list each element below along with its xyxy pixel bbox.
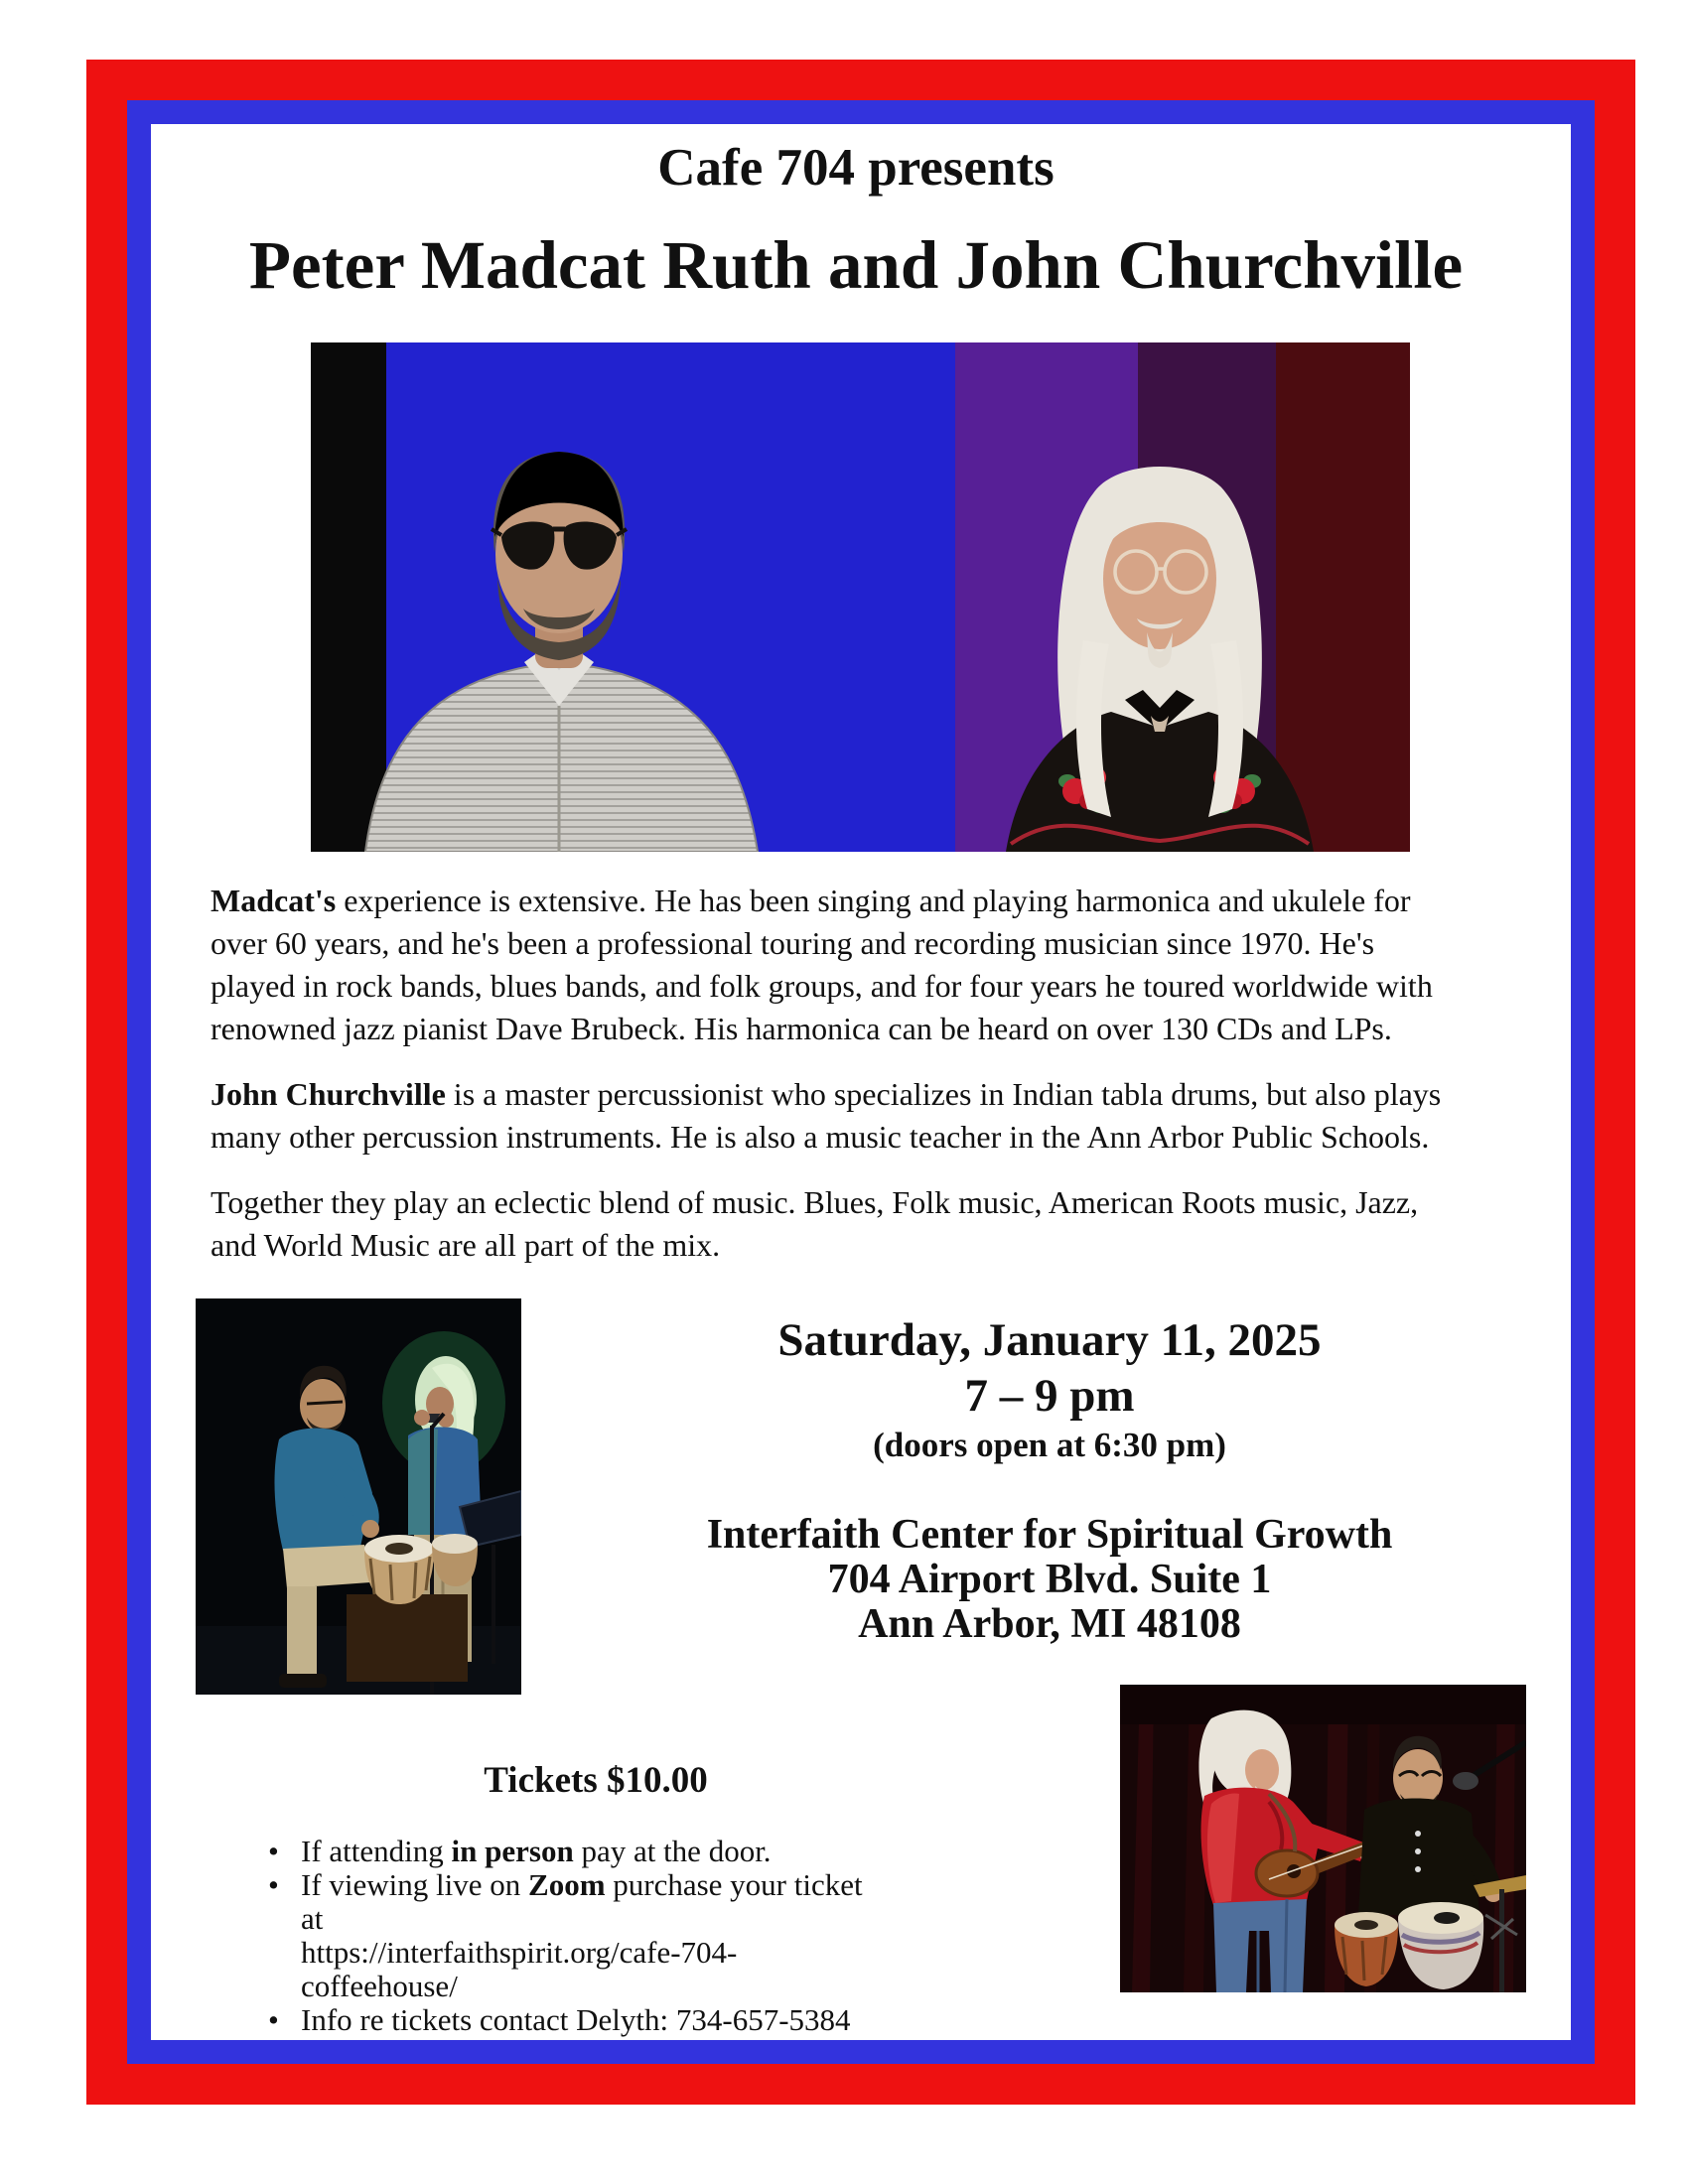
bullet-text-bold: Zoom [528, 1867, 606, 1902]
tickets-heading: Tickets $10.00 [484, 1760, 708, 1801]
madcat-bio-text: experience is extensive. He has been singing and playing harmonica and ukulele for over 60 years, and he's been a professional touring and recording musician since 1970. He's played in rock bands, blues bands, and folk groups, and for four years he toured worldwide with renowned jazz pianist Dave Brubeck. His harmonica can be heard on over 130 CDs and LPs. [211, 883, 1433, 1046]
john-name: John Churchville [211, 1076, 446, 1112]
venue-address-line1: 704 Airport Blvd. Suite 1 [827, 1557, 1272, 1602]
presenter-heading: Cafe 704 presents [657, 139, 1055, 197]
ticket-info-list [268, 1835, 884, 2037]
event-time: 7 – 9 pm [964, 1370, 1135, 1422]
venue-block [454, 1513, 1645, 1647]
john-bio [211, 1073, 1457, 1159]
list-item [268, 2003, 884, 2037]
bullet-text-post: purchase your ticket at [301, 1867, 863, 1936]
page-title: Peter Madcat Ruth and John Churchville [248, 227, 1464, 303]
bio-paragraphs [211, 880, 1457, 1267]
bullet-icon: • [268, 1834, 279, 1868]
bullet-text [301, 2003, 851, 2037]
venue-name: Interfaith Center for Spiritual Growth [706, 1512, 1393, 1558]
bullet-text [301, 1835, 772, 1868]
bullet-text-pre: If viewing live on [301, 1867, 529, 1902]
together-paragraph: Together they play an eclectic blend of music. Blues, Folk music, American Roots music, Jazz, and World Music are all part of the mix. [211, 1184, 1419, 1263]
event-details [454, 1312, 1645, 1647]
bullet-text-pre: Info re tickets contact Delyth: 734-657-5384 [301, 2002, 851, 2037]
duo-portrait-photo [311, 342, 1410, 852]
madcat-bio [211, 880, 1457, 1050]
bullet-text-bold: in person [451, 1834, 574, 1868]
list-item [268, 1835, 884, 1868]
doors-open-note: (doors open at 6:30 pm) [873, 1426, 1226, 1464]
list-item [268, 1868, 884, 1936]
bullet-text-post: pay at the door. [573, 1834, 772, 1868]
ticket-purchase-url: https://interfaithspirit.org/cafe-704-coffeehouse/ [301, 1935, 738, 2003]
madcat-name: Madcat's [211, 883, 337, 918]
concert-duo-photo [1120, 1685, 1526, 1992]
concert-duo-illustration [1120, 1685, 1526, 1992]
john-bio-text: is a master percussionist who specializes in Indian tabla drums, but also plays many other percussion instruments. He is also a music teacher in the Ann Arbor Public Schools. [211, 1076, 1442, 1155]
bullet-text-pre: If attending [301, 1834, 452, 1868]
bullet-icon: • [268, 1867, 279, 1902]
bullet-icon: • [268, 2002, 279, 2037]
venue-address-line2: Ann Arbor, MI 48108 [858, 1601, 1241, 1647]
event-date: Saturday, January 11, 2025 [777, 1314, 1322, 1366]
bullet-text [301, 1868, 884, 1936]
duo-portrait-illustration [311, 342, 1410, 852]
